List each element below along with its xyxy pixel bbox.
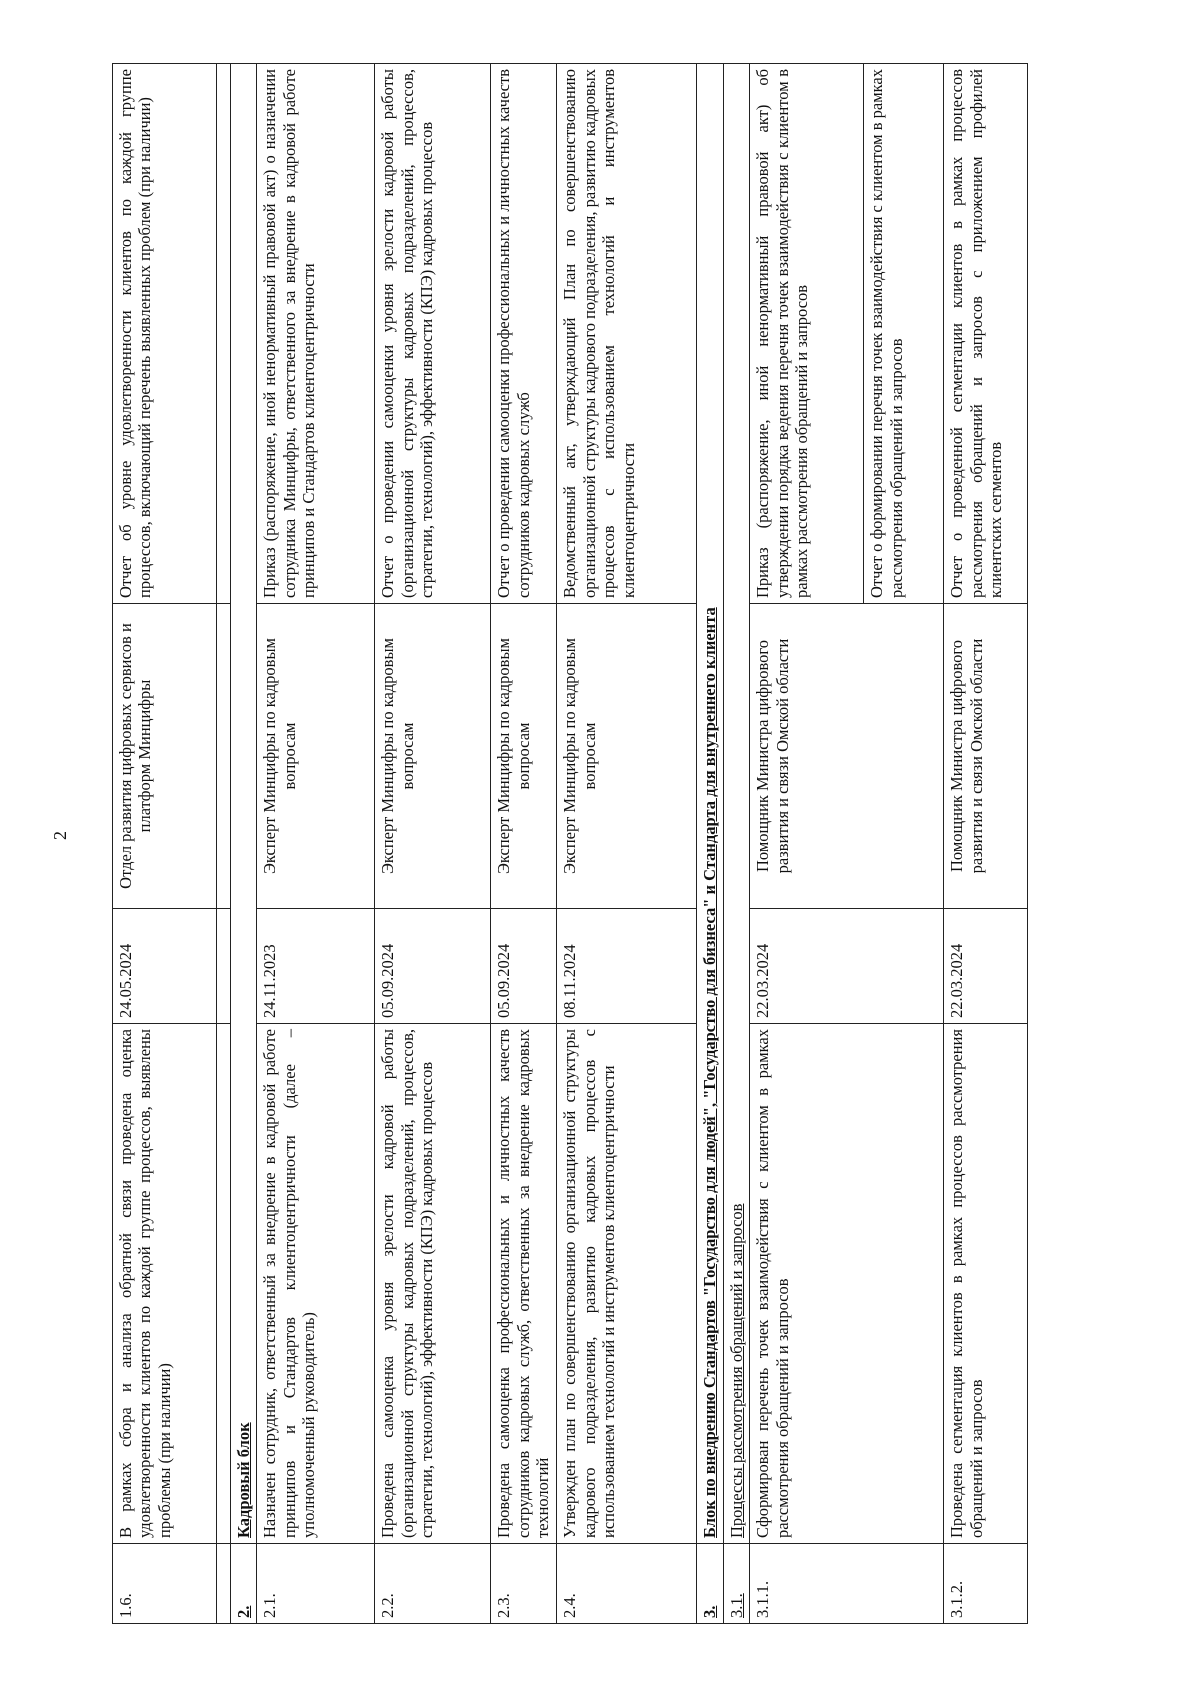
result-document: Приказ (распоряжение, иной ненормативный правовой акт) о назначении сотрудника Минцифры, ответственного за внедрение в кадровой работе принципов и Стандартов клиентоцентричности [257, 64, 375, 604]
row-number: 3.1.1. [750, 1544, 944, 1624]
page-number: 2 [50, 831, 70, 840]
table-row [257, 64, 375, 1624]
table-row-spacer [217, 64, 231, 1624]
section-header-row [697, 64, 723, 1624]
deadline-date: 24.11.2023 [257, 909, 375, 1024]
table-row [750, 64, 864, 1624]
subsection-header-row [723, 64, 749, 1624]
deadline-date: 05.09.2024 [375, 909, 491, 1024]
responsible-party: Помощник Министра цифрового развития и связи Омской области [944, 604, 1028, 909]
action-description: Проведена самооценка уровня зрелости кадровой работы (организационной структуры кадровых подразделений, процессов, стратегии, технологий), эффективности (КПЭ) кадровых процессов [375, 1024, 491, 1544]
row-number: 1.6. [113, 1544, 217, 1624]
section-header-row [231, 64, 257, 1624]
section-title: Блок по внедрению Стандартов "Государство для людей", "Государство для бизнеса" и Стандарта для внутреннего клиента [697, 64, 723, 1544]
row-number: 2.3. [491, 1544, 557, 1624]
deadline-date: 22.03.2024 [750, 909, 944, 1024]
result-document: Отчет о проведенной сегментации клиентов в рамках процессов рассмотрения обращений и запросов с приложением профилей клиентских сегментов [944, 64, 1028, 604]
table-row [375, 64, 491, 1624]
rotated-table-frame [112, 64, 1152, 1624]
row-number: 2.4. [557, 1544, 697, 1624]
table-row [491, 64, 557, 1624]
table-row [944, 64, 1028, 1624]
table-row [113, 64, 217, 1624]
responsible-party: Эксперт Минцифры по кадровым вопросам [257, 604, 375, 909]
deadline-date: 08.11.2024 [557, 909, 697, 1024]
responsible-party: Помощник Министра цифрового развития и связи Омской области [750, 604, 944, 909]
action-plan-table [112, 63, 1028, 1624]
deadline-date: 24.05.2024 [113, 909, 217, 1024]
table-row [557, 64, 697, 1624]
section-number: 2. [231, 1544, 257, 1624]
action-description: Проведена сегментация клиентов в рамках процессов рассмотрения обращений и запросов [944, 1024, 1028, 1544]
section-title: Кадровый блок [231, 64, 257, 1544]
subsection-number: 3.1. [723, 1544, 749, 1624]
subsection-title: Процессы рассмотрения обращений и запросов [723, 64, 749, 1544]
responsible-party: Отдел развития цифровых сервисов и платформ Минцифры [113, 604, 217, 909]
result-document: Отчет об уровне удовлетворенности клиентов по каждой группе процессов, включающий перечень выявленных проблем (при наличии) [113, 64, 217, 604]
deadline-date: 22.03.2024 [944, 909, 1028, 1024]
action-description: Назначен сотрудник, ответственный за внедрение в кадровой работе принципов и Стандартов клиентоцентричности (далее – уполномоченный руководитель) [257, 1024, 375, 1544]
result-document: Отчет о проведении самооценки уровня зрелости кадровой работы (организационной структуры кадровых подразделений, процессов, стратегии, технологий), эффективности (КПЭ) кадровых процессов [375, 64, 491, 604]
result-document: Отчет о формировании перечня точек взаимодействия с клиентом в рамках рассмотрения обращений и запросов [864, 64, 944, 604]
row-number: 2.2. [375, 1544, 491, 1624]
deadline-date: 05.09.2024 [491, 909, 557, 1024]
result-document: Ведомственный акт, утверждающий План по совершенствованию организационной структуры кадрового подразделения, развитию кадровых процессов с использованием технологий и инструментов клиентоцентричности [557, 64, 697, 604]
result-document: Отчет о проведении самооценки профессиональных и личностных качеств сотрудников кадровых служб [491, 64, 557, 604]
action-description: Проведена самооценка профессиональных и личностных качеств сотрудников кадровых служб, ответственных за внедрение кадровых технологий [491, 1024, 557, 1544]
responsible-party: Эксперт Минцифры по кадровым вопросам [491, 604, 557, 909]
row-number: 3.1.2. [944, 1544, 1028, 1624]
section-number: 3. [697, 1544, 723, 1624]
row-number: 2.1. [257, 1544, 375, 1624]
result-document: Приказ (распоряжение, иной ненормативный правовой акт) об утверждении порядка ведения перечня точек взаимодействия с клиентом в рамках рассмотрения обращений и запросов [750, 64, 864, 604]
action-description: Утвержден план по совершенствованию организационной структуры кадрового подразделения, развитию кадровых процессов с использованием технологий и инструментов клиентоцентричности [557, 1024, 697, 1544]
responsible-party: Эксперт Минцифры по кадровым вопросам [375, 604, 491, 909]
action-description: Сформирован перечень точек взаимодействия с клиентом в рамках рассмотрения обращений и запросов [750, 1024, 944, 1544]
responsible-party: Эксперт Минцифры по кадровым вопросам [557, 604, 697, 909]
action-description: В рамках сбора и анализа обратной связи проведена оценка удовлетворенности клиентов по каждой группе процессов, выявлены проблемы (при наличии) [113, 1024, 217, 1544]
